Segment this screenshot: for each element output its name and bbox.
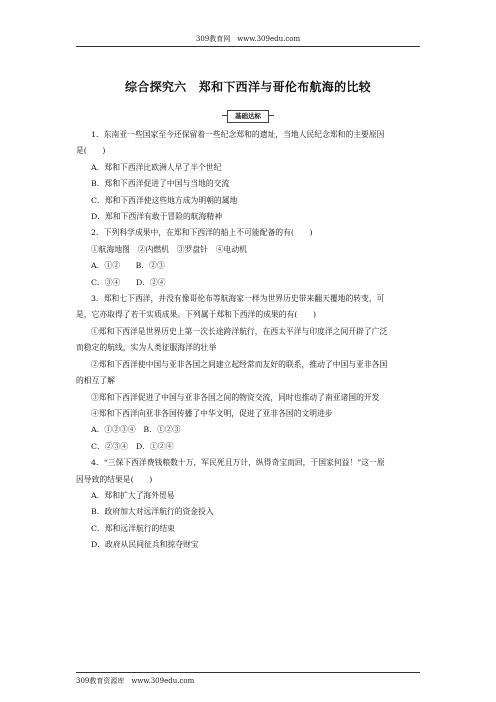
q3-statement1-line2: 而稳定的航线，实为人类征服海洋的壮举 [76, 343, 217, 353]
page-title: 综合探究六 郑和下西洋与哥伦布航海的比较 [124, 80, 371, 94]
q1-stem-line2: 是( ) [76, 146, 106, 156]
q1-option-d: D．郑和下西洋有敢于冒险的航海精神 [91, 212, 222, 222]
q1-option-a: A．郑和下西洋比欧洲人早了半个世纪 [91, 162, 222, 172]
header-rule [76, 46, 420, 47]
q3-options-cd: C．②③④ D．①②④ [91, 441, 174, 451]
q3-stem-line1: 3．郑和七下西洋，并没有像哥伦布等航海家一样为世界历史带来翻天覆地的转变，可 [91, 294, 385, 304]
q2-items: ①航海地图 ②内燃机 ③罗盘针 ④电动机 [91, 244, 247, 254]
q4-stem-line1: 4．“三保下西洋费钱粮数十万，军民死且万计，纵得奇宝而回，于国家何益！”这一原 [91, 458, 385, 468]
footer-rule [76, 672, 420, 673]
q3-statement2-line2: 的相互了解 [76, 376, 115, 386]
q4-option-b: B．政府加大对远洋航行的资金投入 [91, 507, 214, 517]
q1-stem-line1: 1．东南亚一些国家至今还保留着一些纪念郑和的遗址，当地人民纪念郑和的主要原因 [91, 130, 385, 139]
document-body [76, 127, 420, 554]
q4-option-a: A．郑和扩大了海外贸易 [91, 490, 175, 500]
page-header: 309教育网 www.309edu.com [195, 35, 301, 43]
q4-option-c: C．郑和远洋航行的结束 [91, 523, 175, 533]
q2-stem: 2．下列科学成果中，在郑和下西洋的船上不可能配备的有( ) [91, 228, 313, 238]
q3-statement1-line1: ①郑和下西洋是世界历史上第一次长途跨洋航行，在西太平洋与印度洋之间开辟了广泛 [91, 326, 388, 336]
section-badge-label: 基础达标 [227, 110, 269, 123]
q3-options-ab: A．①②③④ B．①②③ [91, 425, 181, 435]
q1-option-c: C．郑和下西洋使这些地方成为明朝的属地 [91, 195, 238, 205]
q4-stem-line2: 因导致的结果是( ) [76, 474, 153, 484]
q1-option-b: B．郑和下西洋促进了中国与当地的交流 [91, 179, 230, 189]
q2-options-ab: A．①② B．②③ [91, 261, 165, 271]
q3-statement3: ③郑和下西洋促进了中国与亚非各国之间的物资交流，同时也推动了南亚诸国的开发 [91, 392, 380, 402]
q3-stem-line2: 是，它亦取得了若干实质成果。下列属于郑和下西洋的成果的有( ) [76, 310, 316, 320]
q2-options-cd: C．③④ D．②④ [91, 277, 166, 287]
section-badge [222, 110, 274, 122]
q3-statement2-line1: ②郑和下西洋使中国与亚非各国之间建立起经常而友好的联系，推动了中国与亚非各国 [91, 359, 388, 369]
q4-option-d: D．政府从民间征兵和掠夺财宝 [91, 540, 199, 550]
page-footer: 309教育资源库 www.309edu.com [76, 677, 195, 685]
q3-statement4: ④郑和下西洋向亚非各国传播了中华文明，促进了亚非各国的文明进步 [91, 408, 333, 418]
